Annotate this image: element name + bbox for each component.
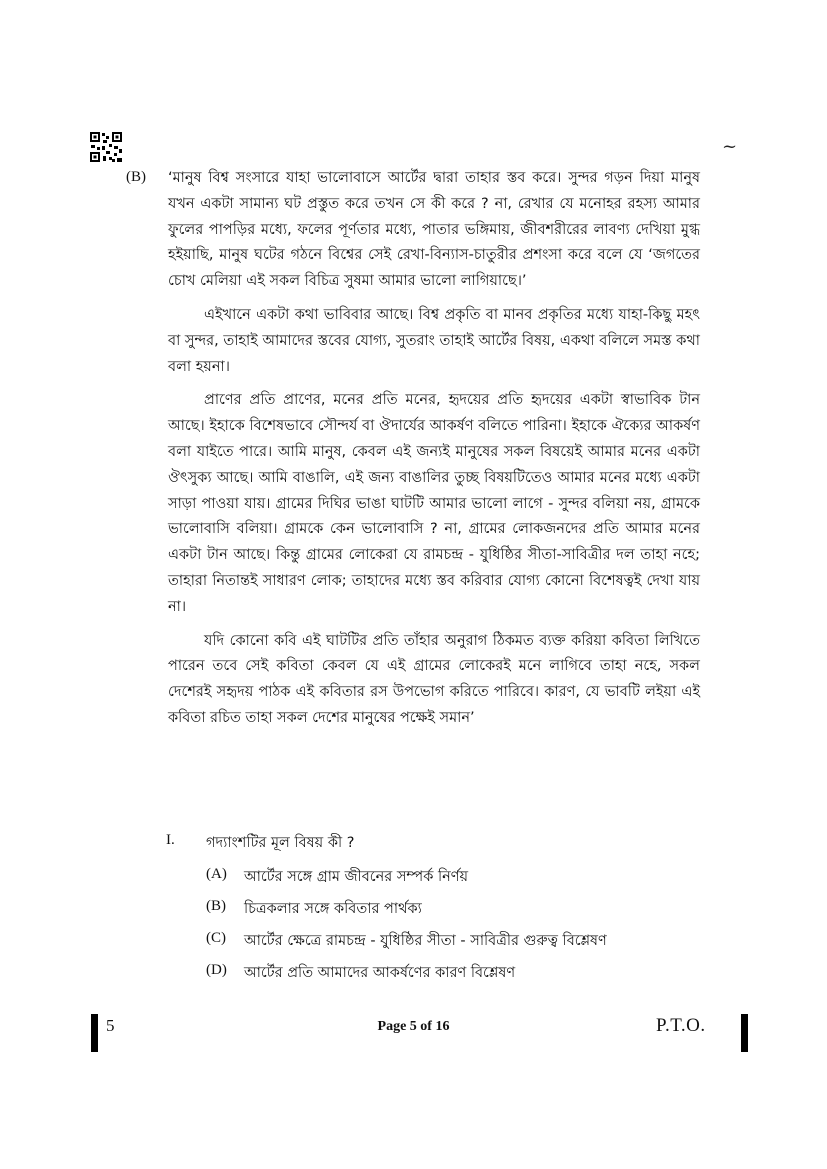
passage-body [168, 166, 700, 740]
qr-code-icon [89, 131, 123, 163]
option-key: (C) [206, 930, 226, 946]
page-indicator: Page 5 of 16 [377, 1019, 450, 1034]
passage-paragraph: এইখানে একটা কথা ভাবিবার আছে। বিশ্ব প্রকৃতি বা মানব প্রকৃতির মধ্যে যাহা-কিছু মহৎ বা সুন্দর, তাহাই আমাদের স্তবের যোগ্য, সুতরাং তাহাই আর্টের বিষয়, একথা বলিলে সমস্ত কথা বলা হয়না। [168, 306, 700, 375]
option-c [206, 930, 706, 962]
passage-paragraph: প্রাণের প্রতি প্রাণের, মনের প্রতি মনের, হৃদয়ের প্রতি হৃদয়ের একটা স্বাভাবিক টান আছে। ইহাকে বিশেষভাবে সৌন্দর্য বা ঔদার্যের আকর্ষণ বলিতে পারিনা। ইহাকে ঐক্যের আকর্ষণ বলা যাইতে পারে। আমি মানুষ, কেবল এই জন্যই মানুষের সকল বিষয়েই আমার মনের একটা ঔৎসুক্য আছে। আমি বাঙালি, এই জন্য বাঙালির তুচ্ছ বিষয়টিতেও আমার মনের মধ্যে একটা সাড়া পাওয়া যায়। গ্রামের দিঘির ভাঙা ঘাটটি আমার ভালো লাগে - সুন্দর বলিয়া নয়, গ্রামকে ভালোবাসি বলিয়া। গ্রামকে কেন ভালোবাসি ? না, গ্রামের লোকজনদের প্রতি আমার মনের একটা টান আছে। কিন্তু গ্রামের লোকেরা যে রামচন্দ্র - যুধিষ্ঠির সীতা-সাবিত্রীর দল তাহা নহে; তাহারা নিতান্তই সাধারণ লোক; তাহাদের মধ্যে স্তব করিবার যোগ্য কোনো বিশেষত্বই দেখা যায় না। [168, 392, 700, 615]
question-number: I. [166, 832, 175, 848]
option-text: চিত্রকলার সঙ্গে কবিতার পার্থক্য [244, 901, 422, 917]
option-list [206, 866, 706, 994]
option-a [206, 866, 706, 898]
page-number: 5 [106, 1016, 115, 1035]
pto-label: P.T.O. [656, 1015, 706, 1036]
option-text: আর্টের প্রতি আমাদের আকর্ষণের কারণ বিশ্লেষণ [244, 965, 516, 981]
option-text: আর্টের ক্ষেত্রে রামচন্দ্র - যুধিষ্ঠির সীতা - সাবিত্রীর গুরুত্ব বিশ্লেষণ [244, 933, 607, 949]
option-key: (D) [206, 962, 227, 978]
option-b [206, 898, 706, 930]
footer-right-bar [741, 1014, 748, 1052]
corner-mark: ~ [722, 136, 738, 157]
option-text: আর্টের সঙ্গে গ্রাম জীবনের সম্পর্ক নির্ণয় [244, 869, 469, 885]
option-d [206, 962, 706, 994]
question-text: গদ্যাংশটির মূল বিষয় কী ? [206, 835, 355, 851]
passage-paragraph: যদি কোনো কবি এই ঘাটটির প্রতি তাঁহার অনুরাগ ঠিকমত ব্যক্ত করিয়া কবিতা লিখিতে পারেন তবে সেই কবিতা কেবল যে এই গ্রামের লোকেরই মনে লাগিবে তাহা নহে, সকল দেশেরই সহৃদয় পাঠক এই কবিতার রস উপভোগ করিতে পারিবে। কারণ, যে ভাবটি লইয়া এই কবিতা রচিত তাহা সকল দেশের মানুষের পক্ষেই সমান’ [168, 632, 700, 726]
option-key: (B) [206, 898, 226, 914]
passage-label: (B) [126, 169, 146, 185]
passage-paragraph: ‘মানুষ বিশ্ব সংসারে যাহা ভালোবাসে আর্টের দ্বারা তাহার স্তব করে। সুন্দর গড়ন দিয়া মানুষ যখন একটা সামান্য ঘট প্রস্তুত করে তখন সে কী করে ? না, রেখার যে মনোহর রহস্য আমার ফুলের পাপড়ির মধ্যে, ফলের পূর্ণতার মধ্যে, পাতার ভঙ্গিমায়, জীবশরীরের লাবণ্য দেখিয়া মুগ্ধ হইয়াছি, মানুষ ঘটের গঠনে বিশ্বের সেই রেখা-বিন্যাস-চাতুরীর প্রশংসা করে বলে যে ‘জগতের চোখ মেলিয়া এই সকল বিচিত্র সুষমা আমার ভালো লাগিয়াছে।’ [168, 170, 700, 290]
option-key: (A) [206, 866, 227, 882]
